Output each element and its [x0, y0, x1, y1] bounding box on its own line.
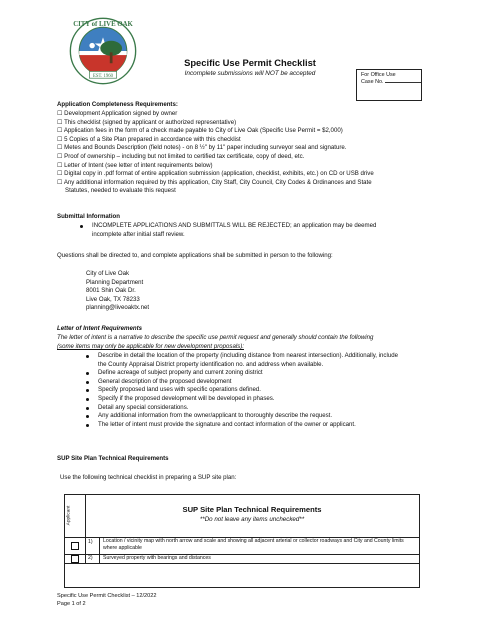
table-header: [65, 495, 419, 538]
checkbox[interactable]: ☐: [57, 110, 63, 117]
list-item: Specify proposed land uses with specific operations defined.: [98, 386, 398, 395]
row-text: Location / vicinity map with north arrow and scale and showing all adjacent arterial or collector roadways and City and County limits where applicable: [103, 538, 404, 551]
checkbox[interactable]: ☐: [57, 170, 63, 178]
seal-est-text: EST. 1960: [93, 73, 113, 79]
checkbox[interactable]: ☐: [57, 152, 63, 160]
footer-page-number: Page 1 of 2: [57, 601, 86, 607]
case-no-label: Case No.: [361, 79, 417, 86]
list-item-continuation: the County Appraisal District property identification no. and address when available.: [98, 360, 324, 368]
checkbox[interactable]: ☐: [57, 178, 63, 186]
footer-doc-name: Specific Use Permit Checklist – 12/2022: [57, 593, 157, 599]
sup-instruction: Use the following technical checklist in preparing a SUP site plan:: [60, 474, 237, 481]
table-row: 2) Surveyed property with bearings and distances: [65, 554, 419, 564]
list-item: Describe in detail the location of the property (including distance from nearest intersection). Additionally, include: [98, 352, 398, 361]
checkbox[interactable]: ☐: [57, 118, 63, 126]
submittal-bullet: INCOMPLETE APPLICATIONS AND SUBMITTALS WILL BE REJECTED; an application may be deemed incomplete after initial staff review.: [92, 222, 376, 239]
checklist-item-continuation: Statutes, needed to evaluate this request: [65, 187, 176, 195]
table-title: SUP Site Plan Technical Requirements: [182, 505, 322, 514]
checklist-item[interactable]: ☐ Development Application signed by owner: [57, 110, 178, 117]
letter-bullets: [98, 352, 398, 429]
table-subtitle: **Do not leave any items unchecked**: [199, 516, 305, 523]
checklist-item[interactable]: ☐ Proof of ownership – including but not limited to certified tax certificate, copy of deed, etc.: [57, 152, 305, 160]
submittal-directions: Questions shall be directed to, and complete applications shall be submitted in person to the following:: [57, 252, 333, 259]
checkbox[interactable]: ☐: [57, 144, 63, 152]
row-checkbox[interactable]: [71, 542, 79, 550]
row-text: Surveyed property with bearings and distances: [103, 555, 211, 561]
submittal-heading: Submittal Information: [57, 213, 120, 220]
list-item: Define acreage of subject property and current zoning district: [98, 369, 398, 378]
applicant-column-label: Applicant: [66, 505, 72, 526]
city-seal-logo: [69, 17, 137, 85]
list-item: General description of the proposed development: [98, 378, 398, 387]
list-item: Specify if the proposed development will be developed in phases.: [98, 395, 398, 404]
checklist-item[interactable]: ☐ 5 Copies of a Site Plan prepared in accordance with this checklist: [57, 135, 241, 143]
completeness-list: [57, 110, 374, 196]
office-use-label: For Office Use: [361, 72, 396, 78]
sup-heading: SUP Site Plan Technical Requirements: [57, 455, 169, 462]
letter-intro-1: The letter of intent is a narrative to describe the specific use permit request and generally should contain the following: [57, 334, 374, 341]
checkbox[interactable]: ☐: [57, 161, 63, 169]
checkbox[interactable]: ☐: [57, 127, 63, 135]
page-subtitle: Incomplete submissions will NOT be accepted: [184, 70, 316, 77]
planning-email-link[interactable]: planning@liveoaktx.net: [86, 304, 150, 312]
checklist-item[interactable]: ☐ Letter of Intent (see letter of intent requirements below): [57, 161, 213, 169]
checklist-item[interactable]: ☐ Digital copy in .pdf format of entire application submission (application, checklist, exhibits, etc.) on CD or USB drive: [57, 170, 374, 178]
table-row: 1) Location / vicinity map with north arrow and scale and showing all adjacent arterial or collector roadways and City and County limits where applicable: [65, 537, 419, 555]
page-title: Specific Use Permit Checklist: [184, 57, 316, 68]
list-item: The letter of intent must provide the signature and contact information of the owner or applicant.: [98, 421, 398, 430]
checklist-item[interactable]: ☐ This checklist (signed by applicant or authorized representative): [57, 118, 237, 126]
list-item: Any additional information from the owner/applicant to thoroughly describe the request.: [98, 412, 398, 421]
letter-of-intent-heading: Letter of Intent Requirements: [57, 325, 142, 332]
checkbox[interactable]: ☐: [57, 135, 63, 143]
bullet-dot: [80, 225, 83, 228]
seal-top-text: CITY of LIVE OAK: [73, 20, 133, 28]
completeness-heading: Application Completeness Requirements:: [57, 101, 178, 108]
checklist-item[interactable]: ☐ Application fees in the form of a check made payable to City of Live Oak (Specific Use Permit = $2,000): [57, 127, 343, 135]
office-use-box: [356, 69, 422, 101]
sup-requirements-table: [64, 494, 420, 588]
list-item: Detail any special considerations.: [98, 404, 398, 413]
address-block: City of Live Oak Planning Department 8001 Shin Oak Dr. Live Oak, TX 78233 planning@liveoaktx.net: [86, 270, 150, 312]
letter-intro-2: (some items may only be applicable for new development proposals):: [57, 343, 244, 350]
checklist-item[interactable]: ☐ Metes and Bounds Description (field notes) - on 8 ½" by 11" paper including surveyor seal and signature.: [57, 144, 347, 152]
row-checkbox[interactable]: [71, 555, 79, 563]
checklist-item[interactable]: ☐ Any additional information required by this application, City Staff, City Council, City Codes & Ordinances and State: [57, 178, 372, 186]
